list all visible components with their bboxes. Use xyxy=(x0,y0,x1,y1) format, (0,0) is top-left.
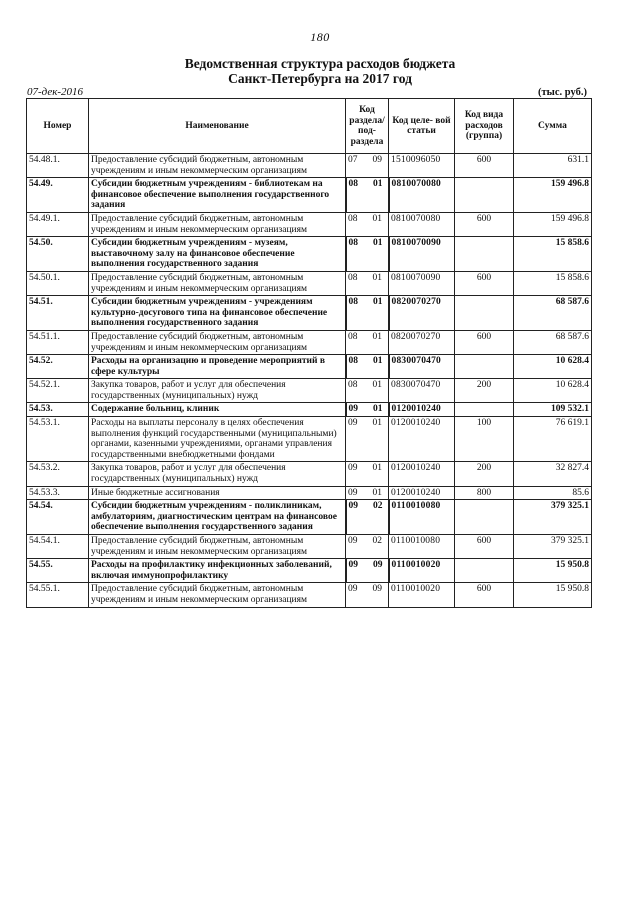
row-section-code xyxy=(346,355,389,379)
table-body xyxy=(27,154,592,608)
row-section-code xyxy=(346,462,389,486)
subsection-code: 01 xyxy=(373,179,383,190)
row-expense-type xyxy=(455,296,514,331)
table-row xyxy=(27,212,592,236)
row-number: 54.53.1. xyxy=(27,417,89,462)
table-row xyxy=(27,417,592,462)
row-name: Субсидии бюджетным учреждениям - музеям, выставочному залу на финансовое обеспечение выполнения государственного задания xyxy=(89,237,346,272)
subsection-code: 01 xyxy=(373,238,383,249)
row-target-code: 0110010080 xyxy=(389,500,455,535)
row-number: 54.50. xyxy=(27,237,89,272)
row-name: Предоставление субсидий бюджетным, автономным учреждениям и иным некоммерческим организациям xyxy=(89,330,346,354)
row-sum: 631.1 xyxy=(514,154,592,178)
table-row xyxy=(27,379,592,403)
section-code: 09 xyxy=(348,536,358,546)
row-number: 54.53. xyxy=(27,403,89,417)
row-expense-type xyxy=(455,500,514,535)
row-number: 54.54.1. xyxy=(27,535,89,559)
subsection-code: 02 xyxy=(372,536,382,546)
header-name: Наименование xyxy=(89,99,346,154)
subsection-code: 01 xyxy=(372,418,382,429)
header-type: Код вида расходов (группа) xyxy=(455,99,514,154)
row-section-code xyxy=(346,237,389,272)
row-target-code: 0830070470 xyxy=(389,379,455,403)
row-sum: 159 496.8 xyxy=(514,212,592,236)
row-sum: 85.6 xyxy=(514,486,592,500)
units-label: (тыс. руб.) xyxy=(538,87,587,98)
row-expense-type: 200 xyxy=(455,379,514,403)
row-sum: 15 950.8 xyxy=(514,583,592,607)
row-sum: 109 532.1 xyxy=(514,403,592,417)
row-expense-type xyxy=(455,178,514,213)
row-target-code: 1510096050 xyxy=(389,154,455,178)
table-row xyxy=(27,559,592,583)
section-code: 09 xyxy=(348,501,358,512)
subsection-code: 01 xyxy=(372,272,382,283)
row-section-code xyxy=(346,212,389,236)
row-sum: 15 858.6 xyxy=(514,271,592,295)
row-number: 54.52. xyxy=(27,355,89,379)
row-sum: 379 325.1 xyxy=(514,500,592,535)
row-expense-type: 600 xyxy=(455,583,514,607)
row-section-code xyxy=(346,486,389,500)
row-name: Закупка товаров, работ и услуг для обеспечения государственных (муниципальных) нужд xyxy=(89,379,346,403)
row-number: 54.51.1. xyxy=(27,330,89,354)
section-code: 09 xyxy=(348,404,358,415)
row-number: 54.55.1. xyxy=(27,583,89,607)
table-row xyxy=(27,296,592,331)
row-name: Расходы на организацию и проведение мероприятий в сфере культуры xyxy=(89,355,346,379)
row-number: 54.51. xyxy=(27,296,89,331)
header-sum: Сумма xyxy=(514,99,592,154)
row-sum: 68 587.6 xyxy=(514,330,592,354)
row-section-code xyxy=(346,535,389,559)
row-expense-type: 600 xyxy=(455,212,514,236)
row-expense-type: 600 xyxy=(455,535,514,559)
row-sum: 159 496.8 xyxy=(514,178,592,213)
row-section-code xyxy=(346,154,389,178)
section-code: 08 xyxy=(348,179,358,190)
row-number: 54.49. xyxy=(27,178,89,213)
row-section-code xyxy=(346,417,389,462)
row-sum: 15 858.6 xyxy=(514,237,592,272)
row-section-code xyxy=(346,559,389,583)
table-row xyxy=(27,583,592,607)
row-name: Предоставление субсидий бюджетным, автономным учреждениям и иным некоммерческим организациям xyxy=(89,154,346,178)
table-row xyxy=(27,535,592,559)
title-line-1: Ведомственная структура расходов бюджета xyxy=(184,56,456,71)
row-section-code xyxy=(346,296,389,331)
row-target-code: 0110010080 xyxy=(389,535,455,559)
section-code: 08 xyxy=(348,331,358,342)
subsection-code: 01 xyxy=(372,463,382,474)
row-number: 54.49.1. xyxy=(27,212,89,236)
row-expense-type: 100 xyxy=(455,417,514,462)
section-code: 08 xyxy=(348,213,358,224)
row-target-code: 0120010240 xyxy=(389,403,455,417)
table-row xyxy=(27,403,592,417)
section-code: 09 xyxy=(348,584,358,595)
row-expense-type: 800 xyxy=(455,486,514,500)
row-number: 54.55. xyxy=(27,559,89,583)
row-section-code xyxy=(346,178,389,213)
table-row xyxy=(27,154,592,178)
subsection-code: 01 xyxy=(373,297,383,308)
row-expense-type xyxy=(455,237,514,272)
table-row xyxy=(27,486,592,500)
row-target-code: 0110010020 xyxy=(389,583,455,607)
table-row xyxy=(27,237,592,272)
document-title xyxy=(0,56,640,86)
row-section-code xyxy=(346,583,389,607)
document-date: 07-дек-2016 xyxy=(27,86,84,98)
row-expense-type xyxy=(455,355,514,379)
row-name: Субсидии бюджетным учреждениям - библиотекам на финансовое обеспечение выполнения государственного задания xyxy=(89,178,346,213)
table-row xyxy=(27,178,592,213)
row-expense-type: 600 xyxy=(455,154,514,178)
row-sum: 76 619.1 xyxy=(514,417,592,462)
row-sum: 32 827.4 xyxy=(514,462,592,486)
table-row xyxy=(27,271,592,295)
row-name: Предоставление субсидий бюджетным, автономным учреждениям и иным некоммерческим организациям xyxy=(89,583,346,607)
row-target-code: 0820070270 xyxy=(389,330,455,354)
subsection-code: 01 xyxy=(372,331,382,342)
section-code: 08 xyxy=(348,238,358,249)
row-name: Предоставление субсидий бюджетным, автономным учреждениям и иным некоммерческим организациям xyxy=(89,212,346,236)
header-section: Код раздела/ под- раздела xyxy=(346,99,389,154)
table-header-row xyxy=(27,99,592,154)
section-code: 08 xyxy=(348,380,358,391)
header-number: Номер xyxy=(27,99,89,154)
row-sum: 10 628.4 xyxy=(514,355,592,379)
row-number: 54.53.2. xyxy=(27,462,89,486)
row-name: Расходы на профилактику инфекционных заболеваний, включая иммунопрофилактику xyxy=(89,559,346,583)
row-name: Субсидии бюджетным учреждениям - учреждениям культурно-досугового типа на финансовое обеспечение выполнения государственного задания xyxy=(89,296,346,331)
row-sum: 15 950.8 xyxy=(514,559,592,583)
row-target-code: 0110010020 xyxy=(389,559,455,583)
table-row xyxy=(27,462,592,486)
row-target-code: 0810070080 xyxy=(389,178,455,213)
row-target-code: 0120010240 xyxy=(389,462,455,486)
row-number: 54.48.1. xyxy=(27,154,89,178)
subsection-code: 01 xyxy=(373,404,383,415)
row-target-code: 0810070080 xyxy=(389,212,455,236)
subsection-code: 09 xyxy=(373,560,383,571)
row-expense-type xyxy=(455,403,514,417)
subsection-code: 01 xyxy=(373,356,383,367)
row-name: Субсидии бюджетным учреждениям - поликлиникам, амбулаториям, диагностическим центрам на финансовое обеспечение выполнения государственного задания xyxy=(89,500,346,535)
page-number: 180 xyxy=(310,30,330,44)
row-expense-type: 600 xyxy=(455,271,514,295)
row-number: 54.53.3. xyxy=(27,486,89,500)
row-section-code xyxy=(346,379,389,403)
row-name: Расходы на выплаты персоналу в целях обеспечения выполнения функций государственными (муниципальными) органами, казенными учреждениями, органами управления государственными внебюджетными фондами xyxy=(89,417,346,462)
row-name: Содержание больниц, клиник xyxy=(89,403,346,417)
row-section-code xyxy=(346,500,389,535)
section-code: 09 xyxy=(348,418,358,429)
row-expense-type: 600 xyxy=(455,330,514,354)
subsection-code: 09 xyxy=(372,155,382,165)
section-code: 09 xyxy=(348,560,358,571)
row-name: Закупка товаров, работ и услуг для обеспечения государственных (муниципальных) нужд xyxy=(89,462,346,486)
section-code: 07 xyxy=(348,155,358,165)
row-section-code xyxy=(346,330,389,354)
section-code: 09 xyxy=(348,487,358,498)
section-code: 08 xyxy=(348,297,358,308)
row-number: 54.54. xyxy=(27,500,89,535)
section-code: 08 xyxy=(348,272,358,283)
row-expense-type: 200 xyxy=(455,462,514,486)
subsection-code: 02 xyxy=(373,501,383,512)
row-number: 54.50.1. xyxy=(27,271,89,295)
row-sum: 68 587.6 xyxy=(514,296,592,331)
row-sum: 10 628.4 xyxy=(514,379,592,403)
subsection-code: 01 xyxy=(372,213,382,224)
row-name: Предоставление субсидий бюджетным, автономным учреждениям и иным некоммерческим организациям xyxy=(89,535,346,559)
row-section-code xyxy=(346,403,389,417)
row-target-code: 0820070270 xyxy=(389,296,455,331)
row-target-code: 0120010240 xyxy=(389,417,455,462)
row-section-code xyxy=(346,271,389,295)
row-name: Иные бюджетные ассигнования xyxy=(89,486,346,500)
header-target: Код целе- вой статьи xyxy=(389,99,455,154)
subsection-code: 01 xyxy=(372,487,382,498)
row-target-code: 0120010240 xyxy=(389,486,455,500)
section-code: 08 xyxy=(348,356,358,367)
row-target-code: 0810070090 xyxy=(389,271,455,295)
row-target-code: 0810070090 xyxy=(389,237,455,272)
row-name: Предоставление субсидий бюджетным, автономным учреждениям и иным некоммерческим организациям xyxy=(89,271,346,295)
row-sum: 379 325.1 xyxy=(514,535,592,559)
row-target-code: 0830070470 xyxy=(389,355,455,379)
title-line-2: Санкт-Петербурга на 2017 год xyxy=(228,71,412,86)
table-row xyxy=(27,500,592,535)
table-row xyxy=(27,355,592,379)
row-number: 54.52.1. xyxy=(27,379,89,403)
subsection-code: 01 xyxy=(372,380,382,391)
section-code: 09 xyxy=(348,463,358,474)
budget-table xyxy=(26,98,592,608)
table-row xyxy=(27,330,592,354)
row-expense-type xyxy=(455,559,514,583)
subsection-code: 09 xyxy=(372,584,382,595)
